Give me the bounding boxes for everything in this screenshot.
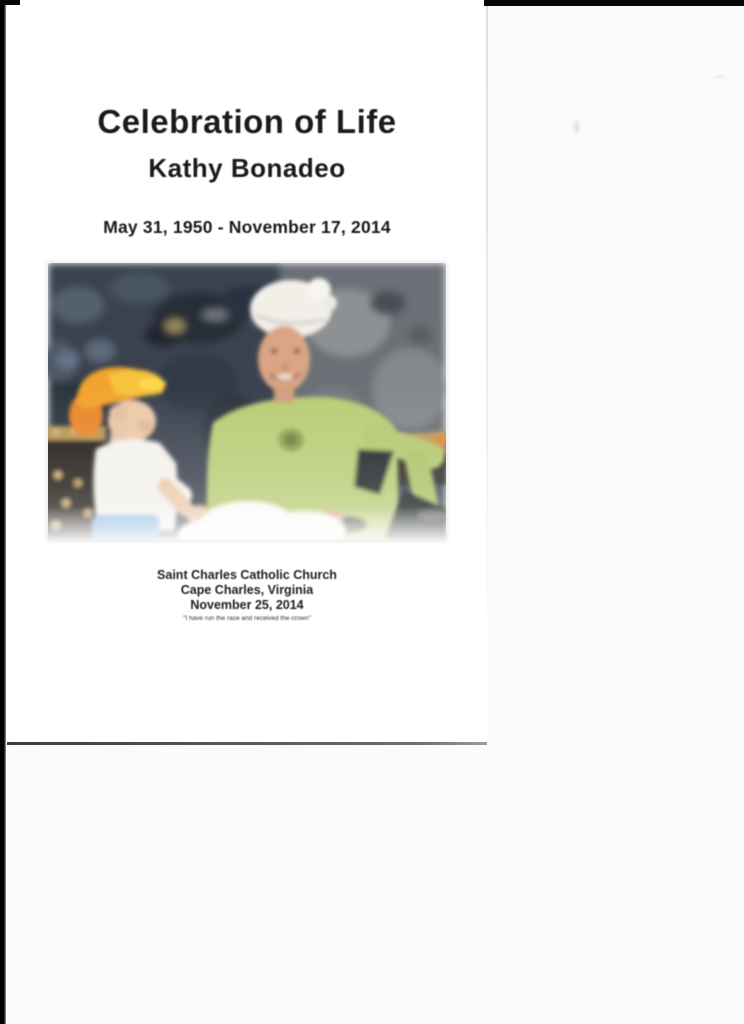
service-info-block xyxy=(7,568,487,623)
venue-name: Saint Charles Catholic Church xyxy=(157,568,337,582)
memorial-photo xyxy=(48,263,446,540)
photo-bottom-fade xyxy=(48,506,446,540)
scan-edge-top-right-bar xyxy=(484,0,744,6)
page-right-edge-shadow xyxy=(486,6,488,618)
scripture-quote: "I have run the race and received the crown" xyxy=(183,615,311,622)
page-bottom-edge-line xyxy=(7,742,487,745)
program-cover-page xyxy=(7,0,487,745)
service-date: November 25, 2014 xyxy=(190,598,304,612)
scan-smudge-small xyxy=(712,74,726,80)
photo-exposure-wash xyxy=(48,263,446,540)
venue-location: Cape Charles, Virginia xyxy=(180,583,314,597)
person-name: Kathy Bonadeo xyxy=(148,153,346,183)
scan-edge-left-bar xyxy=(0,0,6,1024)
scan-edge-corner-stub xyxy=(0,0,20,5)
life-dates: May 31, 1950 - November 17, 2014 xyxy=(103,217,391,237)
page-title: Celebration of Life xyxy=(97,103,397,140)
scan-smudge xyxy=(572,118,581,136)
